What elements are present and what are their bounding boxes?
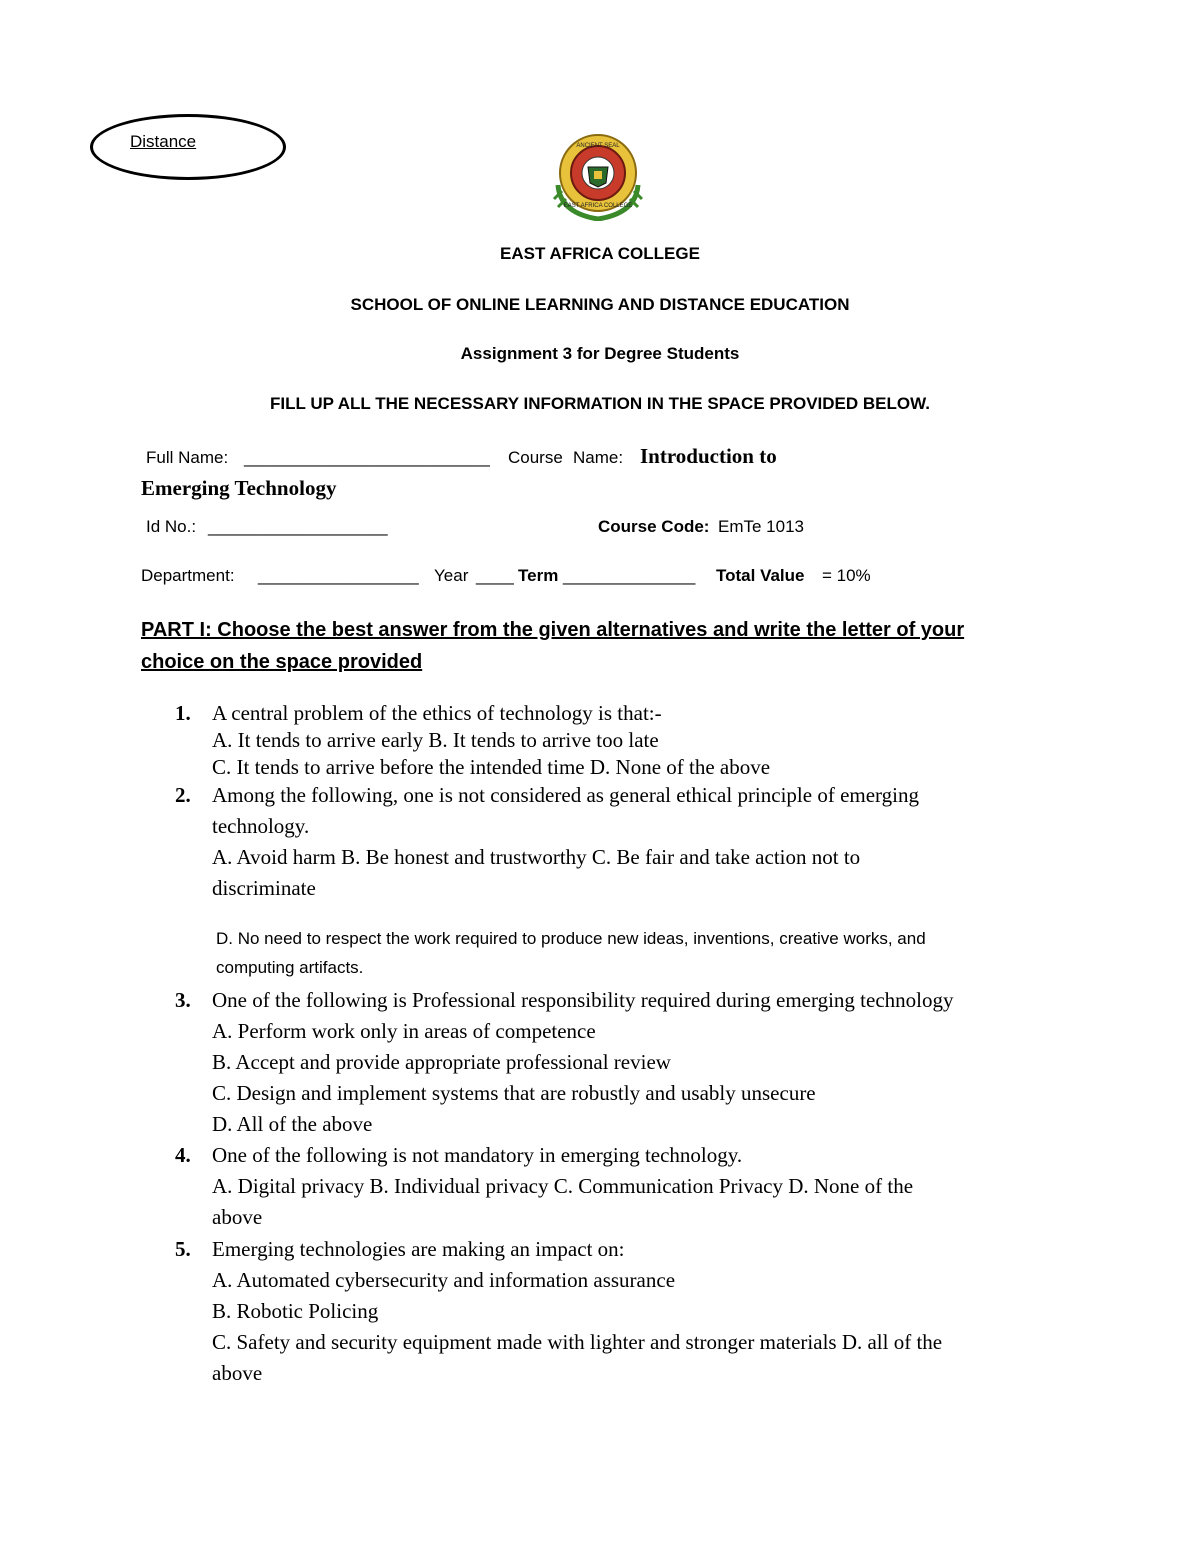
school-name: SCHOOL OF ONLINE LEARNING AND DISTANCE EDUCATION [350,295,850,314]
question-4-options-cont: above [212,1205,263,1229]
question-1-options-ab: A. It tends to arrive early B. It tends to arrive too late [212,728,659,752]
question-1-stem: A central problem of the ethics of technology is that:- [212,701,662,725]
college-name: EAST AFRICA COLLEGE [500,244,700,263]
course-code-value: EmTe 1013 [718,517,804,536]
part1-heading-line2: choice on the space provided [141,651,423,673]
part1-heading-line1: PART I: Choose the best answer from the given alternatives and write the letter of your [141,619,965,641]
question-4-stem: One of the following is not mandatory in emerging technology. [212,1143,743,1167]
full-name-field[interactable]: __________________________ [244,448,490,467]
course-name-value: Introduction to [640,444,777,468]
id-label: Id No.: [146,517,197,536]
question-5-option-cont: above [212,1361,263,1385]
course-label: Course [508,448,563,467]
question-5-option-cd: C. Safety and security equipment made with lighter and stronger materials D. all of the [212,1330,943,1354]
question-3-option-d: D. All of the above [212,1112,373,1136]
question-number: 5. [175,1237,191,1261]
total-value: = 10% [822,566,871,585]
question-3-option-c: C. Design and implement systems that are robustly and usably unsecure [212,1081,816,1105]
full-name-label: Full Name: [146,448,229,467]
question-4-options: A. Digital privacy B. Individual privacy C. Communication Privacy D. None of the [212,1174,914,1198]
question-5-option-b: B. Robotic Policing [212,1299,379,1323]
question-2-option-d-cont: computing artifacts. [216,958,364,977]
total-value-label: Total Value [716,566,805,585]
question-number: 3. [175,988,191,1012]
svg-text:EAST AFRICA COLLEGE: EAST AFRICA COLLEGE [563,203,633,209]
assignment-title: Assignment 3 for Degree Students [460,344,740,363]
question-2-stem: Among the following, one is not considered as general ethical principle of emerging [212,783,919,807]
term-field[interactable]: ______________ [563,566,696,585]
question-2-option-d: D. No need to respect the work required to produce new ideas, inventions, creative works, and [216,929,926,948]
department-field[interactable]: _________________ [258,566,419,585]
course-name-value-cont: Emerging Technology [141,476,337,500]
question-5-option-a: A. Automated cybersecurity and information assurance [212,1268,676,1292]
college-seal-logo [550,133,646,221]
question-number: 4. [175,1143,191,1167]
department-label: Department: [141,566,235,585]
question-2-options-abc: A. Avoid harm B. Be honest and trustworthy C. Be fair and take action not to [212,845,861,869]
question-1-options-cd: C. It tends to arrive before the intended time D. None of the above [212,755,771,779]
question-2-stem-cont: technology. [212,814,310,838]
question-number: 1. [175,701,191,725]
question-5-stem: Emerging technologies are making an impact on: [212,1237,625,1261]
svg-text:ANCIENT SEAL: ANCIENT SEAL [576,143,620,149]
year-field[interactable]: ____ [476,566,514,585]
question-3-option-b: B. Accept and provide appropriate professional review [212,1050,671,1074]
question-number: 2. [175,783,191,807]
term-label: Term [518,566,559,585]
question-3-option-a: A. Perform work only in areas of competence [212,1019,596,1043]
distance-label: Distance [130,132,197,151]
question-2-options-cont: discriminate [212,876,316,900]
question-3-stem: One of the following is Professional responsibility required during emerging technology [212,988,954,1012]
year-label: Year [434,566,469,585]
instruction-text: FILL UP ALL THE NECESSARY INFORMATION IN THE SPACE PROVIDED BELOW. [270,394,930,413]
course-name-label: Name: [573,448,624,467]
id-field[interactable]: ___________________ [208,517,388,536]
course-code-label: Course Code: [598,517,710,536]
part1-heading [141,614,1021,678]
